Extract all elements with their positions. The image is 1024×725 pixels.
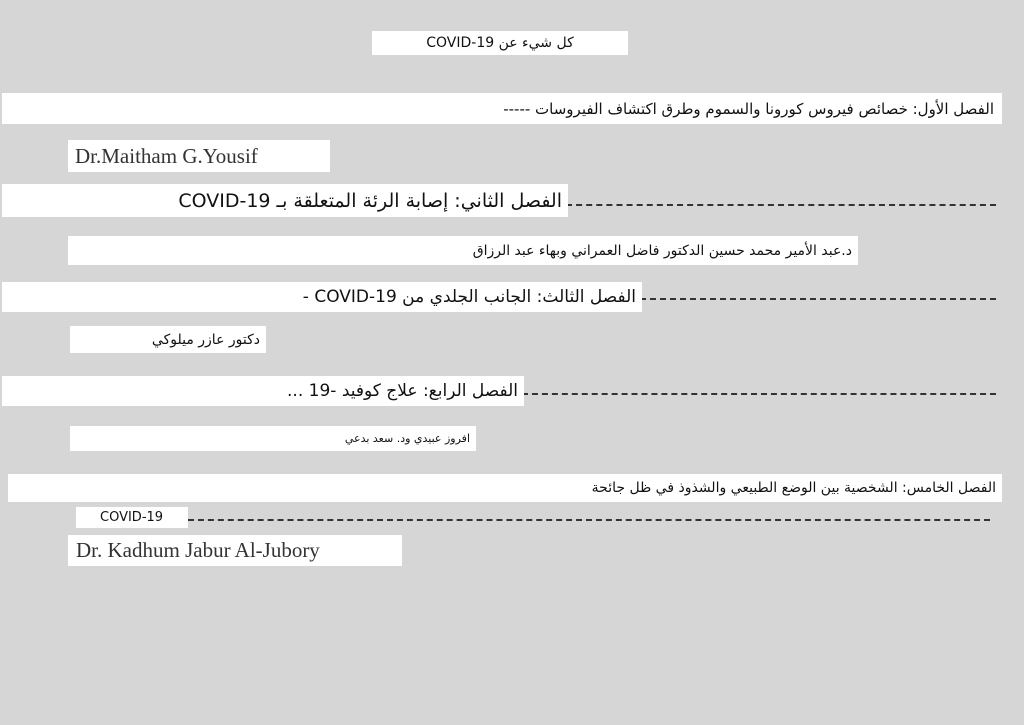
- chapter-5-heading-text: الفصل الخامس: الشخصية بين الوضع الطبيعي والشذوذ في ظل جائحة: [591, 480, 996, 496]
- chapter-4-heading-text: الفصل الرابع: علاج كوفيد -19 ...: [287, 381, 518, 401]
- chapter-1-author-text: Dr.Maitham G.Yousif: [75, 143, 258, 168]
- chapter-3-dash-line: [640, 298, 996, 300]
- chapter-5-author-text: Dr. Kadhum Jabur Al-Jubory: [76, 538, 320, 562]
- chapter-1-author: [68, 140, 330, 172]
- chapter-5-heading: [8, 474, 1002, 502]
- chapter-4-author-text: افروز عبيدي ود. سعد بدعي: [344, 432, 470, 445]
- chapter-5-heading-cont-text: COVID-19: [100, 510, 164, 525]
- chapter-3-author-text: دكتور عازر ميلوكي: [151, 331, 260, 348]
- chapter-4-heading: [2, 376, 524, 406]
- chapter-2-author-text: د.عبد الأمير محمد حسين الدكتور فاضل العمراني وبهاء عبد الرزاق: [472, 242, 852, 259]
- chapter-3-heading: [2, 282, 642, 312]
- chapter-3-heading-text: الفصل الثالث: الجانب الجلدي من COVID-19 -: [302, 287, 636, 307]
- document-title: [372, 31, 628, 55]
- chapter-2-dash-line: [566, 204, 996, 206]
- chapter-5-dash-line: [188, 519, 990, 521]
- chapter-2-author: [68, 236, 858, 265]
- chapter-2-heading-text: الفصل الثاني: إصابة الرئة المتعلقة بـ COVID-19: [178, 189, 562, 212]
- chapter-1-heading: [2, 93, 1002, 124]
- chapter-1-heading-text: الفصل الأول: خصائص فيروس كورونا والسموم وطرق اكتشاف الفيروسات -----: [503, 99, 994, 118]
- chapter-4-author: [70, 426, 476, 451]
- chapter-3-author: [70, 326, 266, 353]
- chapter-4-dash-line: [522, 393, 996, 395]
- chapter-5-author: [68, 535, 402, 566]
- chapter-2-heading: [2, 184, 568, 217]
- chapter-5-heading-continuation: [76, 507, 188, 528]
- title-text: كل شيء عن COVID-19: [426, 35, 574, 51]
